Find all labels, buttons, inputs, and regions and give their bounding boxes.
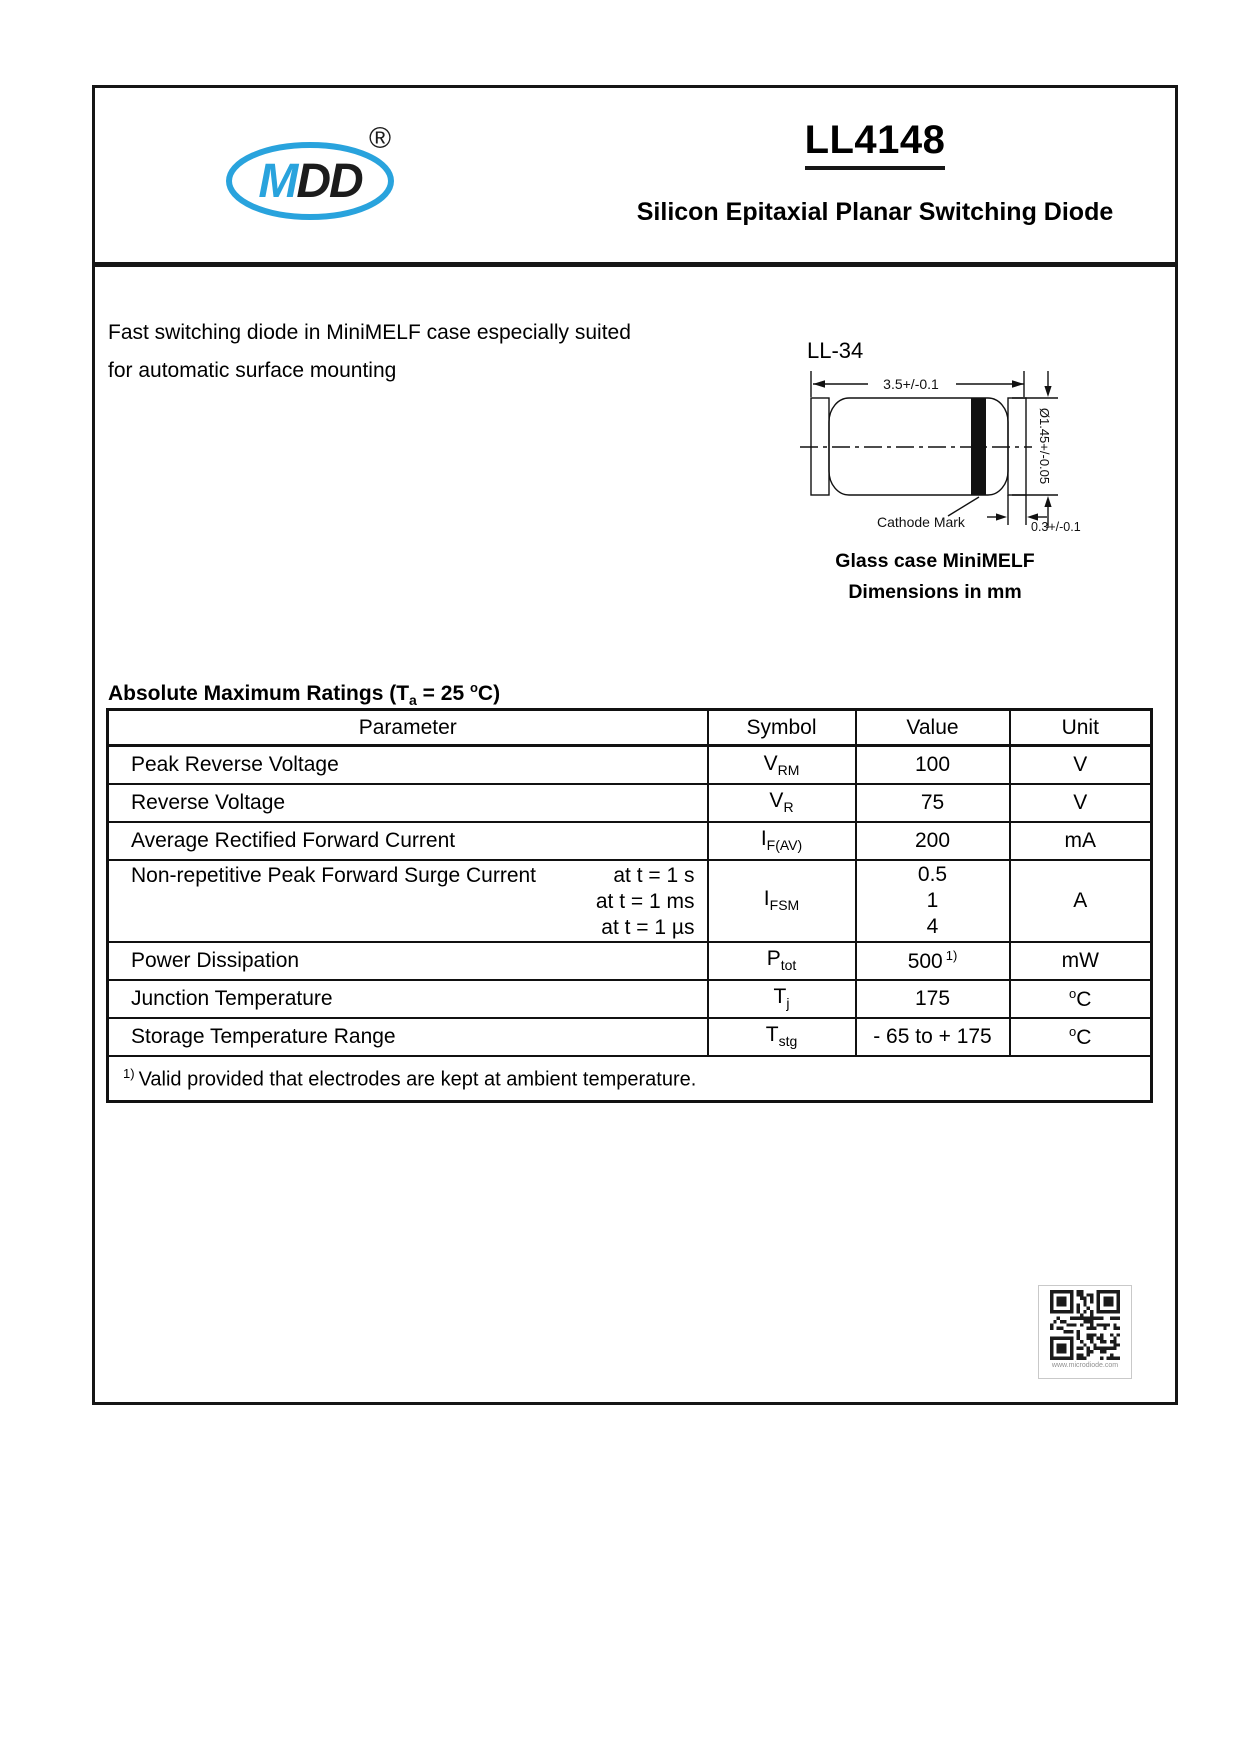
table-row <box>108 746 1152 784</box>
qr-caption: www.microdiode.com <box>1051 1362 1119 1369</box>
description-line-2: for automatic surface mounting <box>108 359 397 382</box>
mdd-logo <box>225 115 400 225</box>
symbol-cell: $T_j$ <box>708 980 856 1018</box>
unit-cell: $^o$C <box>1010 1018 1152 1056</box>
surge-conditions: at t = 1 s at t = 1 ms at t = 1 µs <box>595 863 695 939</box>
symbol-cell: $P_{tot}$ <box>708 942 856 980</box>
description-text <box>108 314 631 390</box>
value-cell: 500 $^{1)}$ <box>856 942 1010 980</box>
unit-cell: mW <box>1010 942 1152 980</box>
symbol-cell: $I_{FSM}$ <box>708 860 856 942</box>
column-header-value: Value <box>856 710 1010 746</box>
table-row <box>108 784 1152 822</box>
qr-code-icon <box>1050 1290 1120 1360</box>
unit-cell: $^o$C <box>1010 980 1152 1018</box>
registered-trademark-icon: ® <box>368 122 392 155</box>
symbol-cell: $I_{F(AV)}$ <box>708 822 856 860</box>
title-block <box>615 118 1135 227</box>
cathode-mark-label: Cathode Mark <box>877 514 965 530</box>
package-name: LL-34 <box>807 338 864 363</box>
title-underline <box>805 166 945 170</box>
header-divider <box>95 262 1175 267</box>
qr-code <box>1038 1285 1132 1379</box>
parameter-cell: Junction Temperature <box>108 980 708 1018</box>
value-cell: 0.5 1 4 <box>856 860 1010 942</box>
logo-text: MDD <box>258 155 362 208</box>
column-header-symbol: Symbol <box>708 710 856 746</box>
table-row <box>108 1018 1152 1056</box>
value-cell: 175 <box>856 980 1010 1018</box>
package-caption-line-2: Dimensions in mm <box>848 581 1022 603</box>
unit-cell: mA <box>1010 822 1152 860</box>
table-row <box>108 822 1152 860</box>
ratings-heading: Absolute Maximum Ratings ($T_a = 25$ $^o$C) <box>108 680 501 709</box>
package-caption <box>700 546 1170 608</box>
table-footnote: $^{1)}$ Valid provided that electrodes are kept at ambient temperature. <box>108 1056 1152 1102</box>
table-header-row <box>108 710 1152 746</box>
description-line-1: Fast switching diode in MiniMELF case especially suited <box>108 321 631 344</box>
parameter-cell: Peak Reverse Voltage <box>108 746 708 784</box>
subtitle: Silicon Epitaxial Planar Switching Diode <box>636 198 1114 226</box>
symbol-cell: $V_R$ <box>708 784 856 822</box>
package-outline-drawing <box>700 360 1095 538</box>
value-cell: 200 <box>856 822 1010 860</box>
parameter-cell: Storage Temperature Range <box>108 1018 708 1056</box>
table-row <box>108 860 1152 942</box>
unit-cell: A <box>1010 860 1152 942</box>
parameter-cell: Power Dissipation <box>108 942 708 980</box>
ratings-table <box>106 708 1153 1103</box>
footnote-row <box>108 1056 1152 1102</box>
column-header-unit: Unit <box>1010 710 1152 746</box>
document-frame <box>92 85 1178 1405</box>
cathode-band <box>971 398 986 495</box>
parameter-cell: Reverse Voltage <box>108 784 708 822</box>
value-cell: 100 <box>856 746 1010 784</box>
value-cell: 75 <box>856 784 1010 822</box>
unit-cell: V <box>1010 746 1152 784</box>
table-row <box>108 980 1152 1018</box>
cap-dimension-label: 0.3+/-0.1 <box>1031 520 1081 534</box>
page-title: LL4148 <box>804 118 946 162</box>
package-caption-line-1: Glass case MiniMELF <box>835 550 1035 572</box>
column-header-parameter: Parameter <box>108 710 708 746</box>
symbol-cell: $T_{stg}$ <box>708 1018 856 1056</box>
parameter-cell: Average Rectified Forward Current <box>108 822 708 860</box>
value-cell: - 65 to + 175 <box>856 1018 1010 1056</box>
table-row <box>108 942 1152 980</box>
unit-cell: V <box>1010 784 1152 822</box>
symbol-cell: $V_{RM}$ <box>708 746 856 784</box>
parameter-cell: Non-repetitive Peak Forward Surge Current at t = 1 s at t = 1 ms at t = 1 µs <box>108 860 708 942</box>
diameter-dimension-label: Ø1.45+/-0.05 <box>1037 407 1052 485</box>
length-dimension-label: 3.5+/-0.1 <box>883 376 939 392</box>
